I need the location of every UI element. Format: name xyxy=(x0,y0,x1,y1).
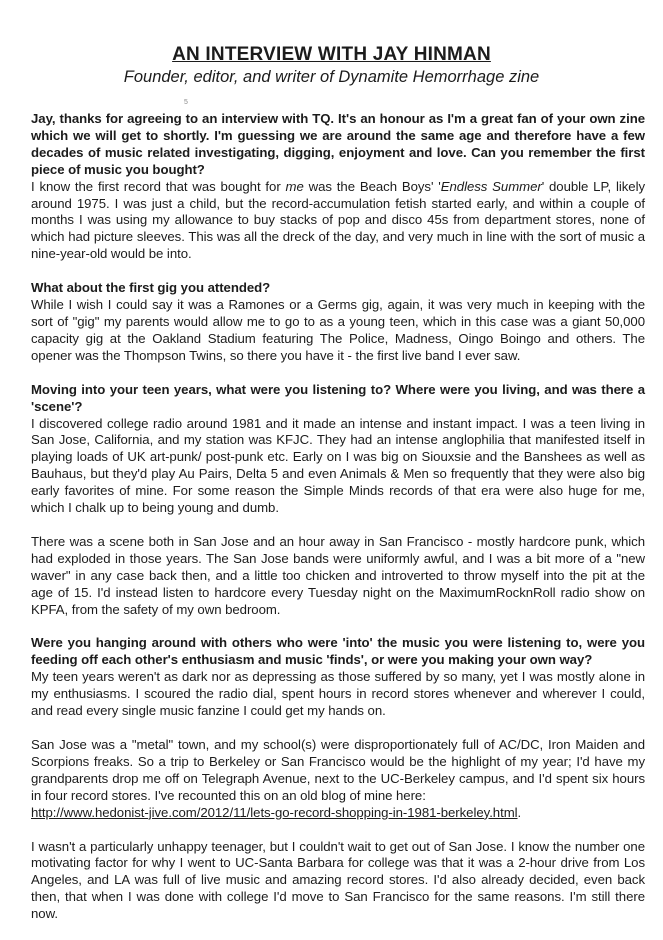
answer-3-part-1: I discovered college radio around 1981 and it made an intense and instant impact. I was a teen living in San Jose, California, and my station was KFJC. They had an intense anglophilia that manifested itself in playing loads of UK art-punk/ post-punk etc. Early on I was big on Siouxsie and the Banshees as well as Bauhaus, but they'd play Au Pairs, Delta 5 and even Animals & Men so frequently that they were also big early favorites of mine. For some reason the Simple Minds records of that era were also huge for me, which I chalk up to being young and dumb. xyxy=(31,415,645,516)
question-2: What about the first gig you attended? xyxy=(31,280,271,296)
album-title: Endless Summer xyxy=(440,178,542,194)
page-title: AN INTERVIEW WITH JAY HINMAN xyxy=(172,44,491,65)
question-3: Moving into your teen years, what were you listening to? Where were you living, and was there a 'scene'? xyxy=(31,381,645,414)
answer-2: While I wish I could say it was a Ramones or a Germs gig, again, it was very much in keeping with the sort of "gig" my parents would allow me to go to as a young teen, which in this case was a giant 50,000 capacity gig at the Oakland Stadium featuring The Police, Madness, Oingo Boingo and others. The opener was the Thompson Twins, so there you have it - the first live band I ever saw. xyxy=(31,297,645,363)
page-subtitle: Founder, editor, and writer of Dynamite Hemorrhage zine xyxy=(123,68,540,86)
answer-4-part-1: My teen years weren't as dark nor as depressing as those suffered by so many, yet I was mostly alone in my enthusiasms. I scoured the radio dial, spent hours in record stores whenever and wherever I could, and read every single music fanzine I could get my hands on. xyxy=(31,669,645,719)
interview-body xyxy=(31,111,645,940)
question-4: Were you hanging around with others who were 'into' the music you were listening to, were you feeding off each other's enthusiasm and music 'finds', or were you making your own way? xyxy=(31,635,645,668)
answer-4-part-3: I wasn't a particularly unhappy teenager, but I couldn't wait to get out of San Jose. I know the number one motivating factor for why I went to UC-Santa Barbara for college was that it was a 2-hour drive from Los Angeles, and LA was full of live music and amazing record stores. I'd also already decided, even back then, that when I was done with college I'd move to San Francisco for the same reasons. I'm still there now. xyxy=(31,838,645,922)
stray-mark: 5 xyxy=(184,99,188,106)
answer-1: I know the first record that was bought for me was the Beach Boys' 'Endless Summer' double LP, likely around 1975. I was just a child, but the record-accumulation fetish started early, and within a couple of months I was using my allowance to buy stacks of pop and disco 45s from department stores, none of which had picture sleeves. This was all the dreck of the day, and very much in line with the sort of music a nine-year-old would be into. xyxy=(31,178,645,262)
blog-link[interactable]: http://www.hedonist-jive.com/2012/11/lets-go-record-shopping-in-1981-berkeley.html xyxy=(31,804,518,820)
answer-3-part-2: There was a scene both in San Jose and an hour away in San Francisco - mostly hardcore punk, which had exploded in those years. The San Jose bands were uniformly awful, and I was a bit more of a "new waver" in any case back then, and a little too chicken and introverted to throw myself into the pit at the age of 15. I'd instead listen to hardcore every Tuesday night on the MaximumRocknRoll radio show on KPFA, from the safety of my own bedroom. xyxy=(31,533,645,617)
emphasis-me: me xyxy=(285,178,304,194)
question-1: Jay, thanks for agreeing to an interview with TQ. It's an honour as I'm a great fan of your own zine which we will get to shortly. I'm guessing we are around the same age and therefore have a few decades of music related investigating, digging, enjoyment and love. Can you remember the first piece of music you bought? xyxy=(31,111,645,177)
answer-4-part-2: San Jose was a "metal" town, and my school(s) were disproportionately full of AC/DC, Iron Maiden and Scorpions freaks. So a trip to Berkeley or San Francisco would be the highlight of my year; I'd have my grandparents drop me off on Telegraph Avenue, next to the UC-Berkeley campus, and I'd spent six hours in four record stores. I've recounted this on an old blog of mine here: http://www.hedonist-jive.com/2012/11/lets-go-record-shopping-in-1981-berkeley.html. xyxy=(31,737,645,820)
